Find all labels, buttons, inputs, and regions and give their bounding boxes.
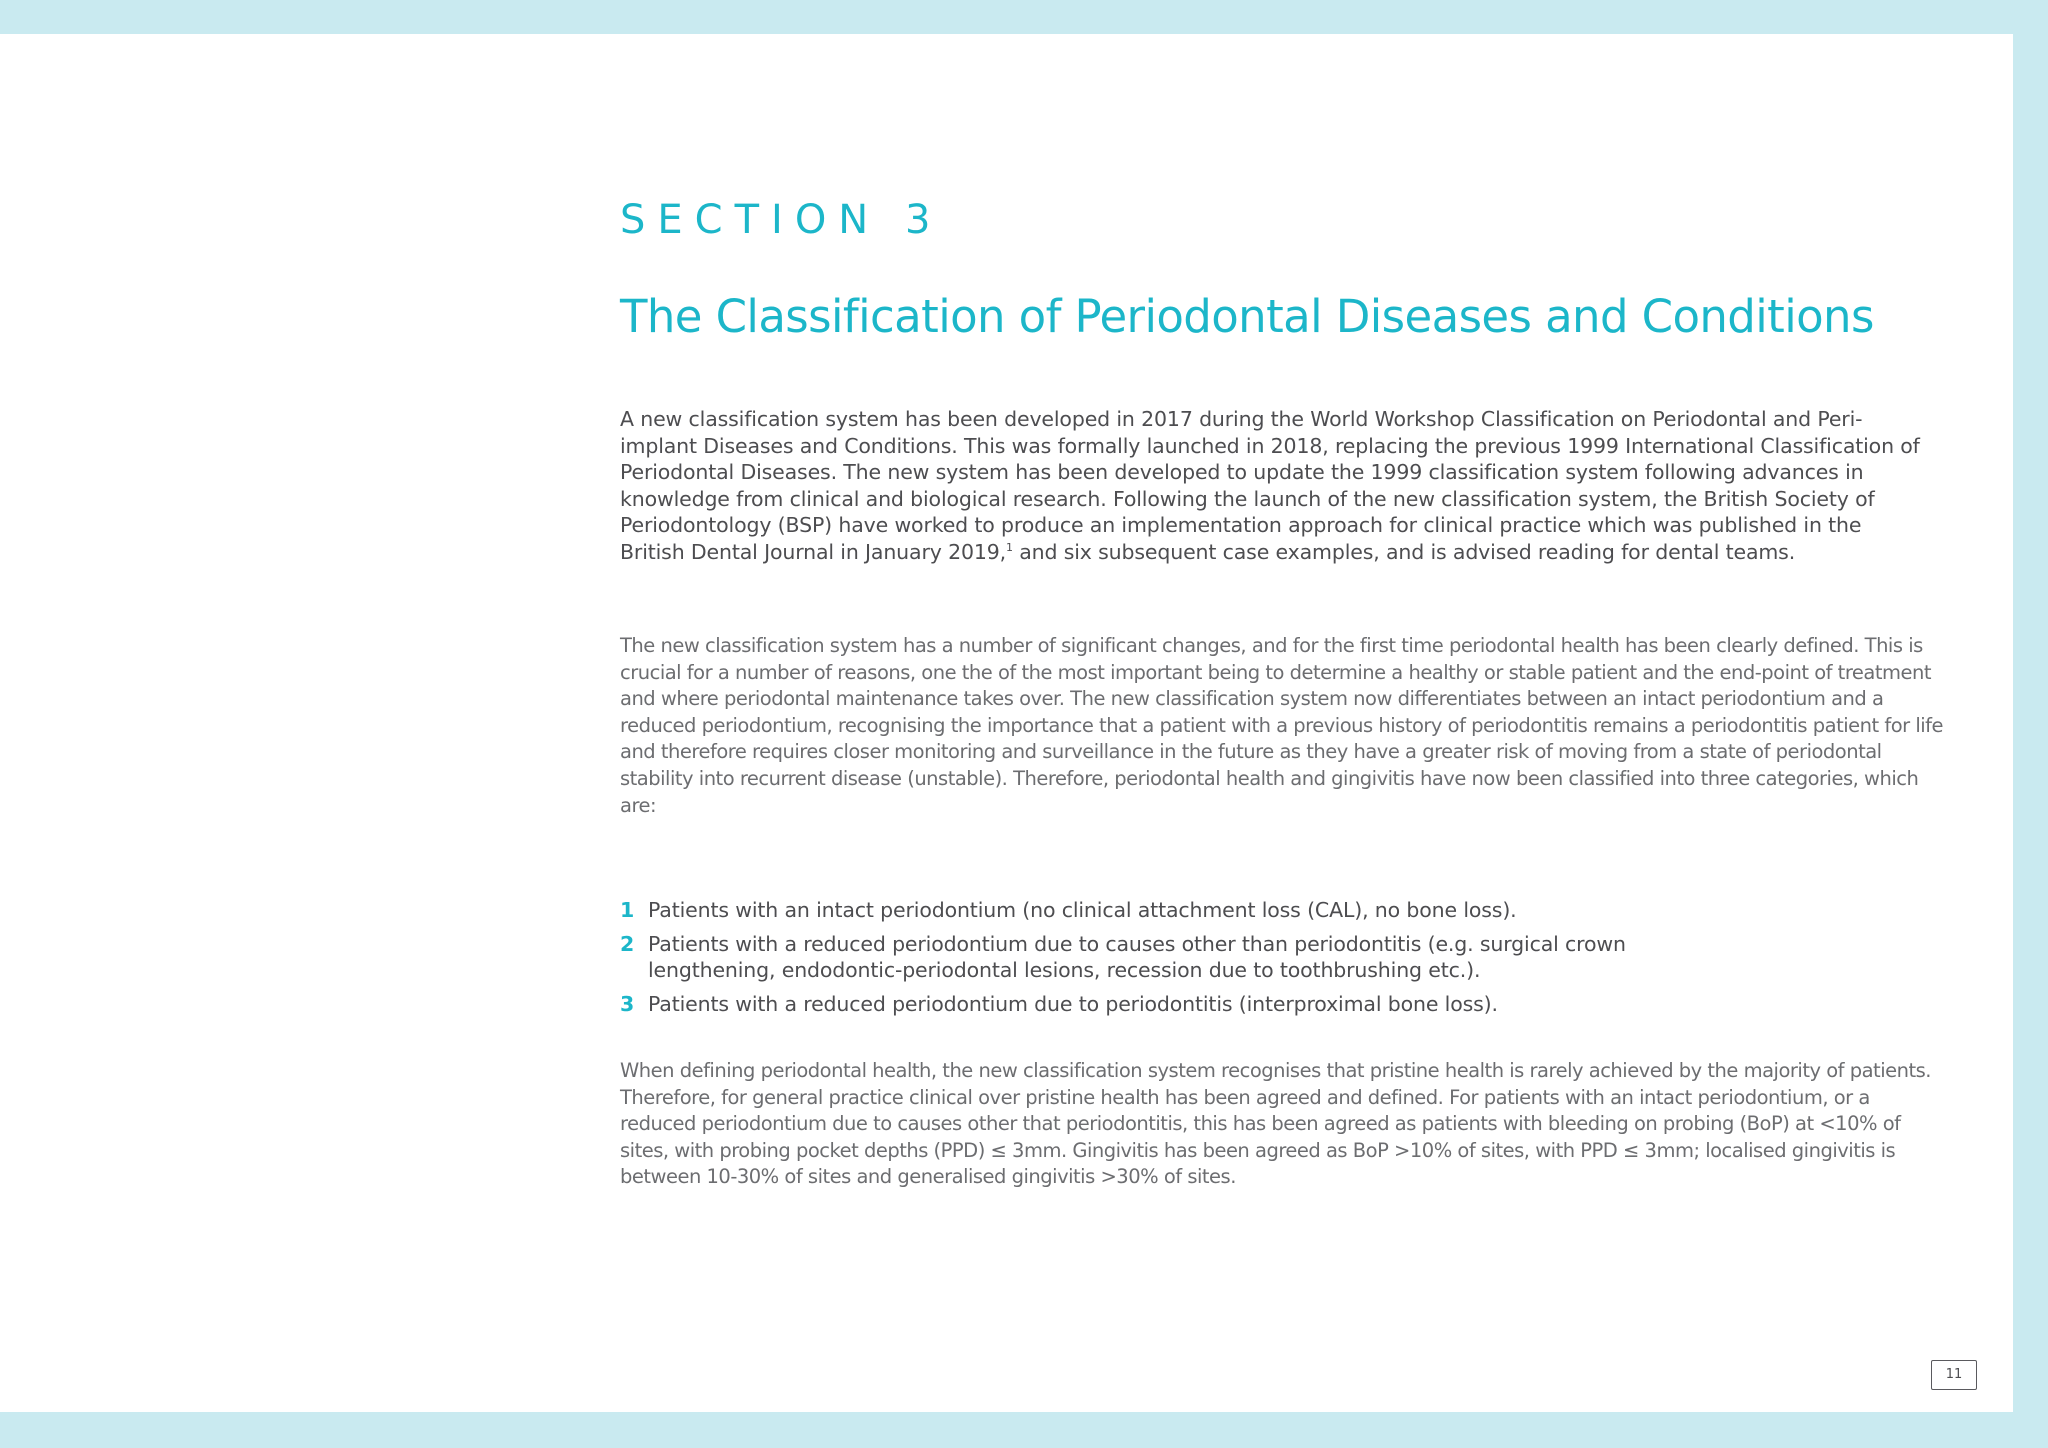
page-title: The Classification of Periodontal Diseases and Conditions: [620, 290, 1874, 343]
list-item-text: Patients with a reduced periodontium due to periodontitis (interproximal bone loss).: [648, 991, 1498, 1016]
list-item: [620, 931, 1950, 984]
intro-text-continued: and six subsequent case examples, and is advised reading for dental teams.: [1012, 539, 1796, 564]
health-criteria-paragraph: When defining periodontal health, the new classification system recognises that pristine health is rarely achieved by the majority of patients. Therefore, for general practice clinical over pristine health has been agreed and defined. For patients with an intact periodontium, or a reduced periodontium due to causes other that periodontitis, this has been agreed as patients with bleeding on probing (BoP) at <10% of sites, with probing pocket depths (PPD) ≤ 3mm. Gingivitis has been agreed as BoP >10% of sites, with PPD ≤ 3mm; localised gingivitis is between 10-30% of sites and generalised gingivitis >30% of sites.: [620, 1059, 1931, 1189]
list-item-text: Patients with an intact periodontium (no clinical attachment loss (CAL), no bone loss).: [648, 898, 1517, 922]
list-item-text: Patients with a reduced periodontium due to causes other than periodontitis (e.g. surgical crown lengthening, endodontic-periodontal lesions, recession due to toothbrushing etc.).: [648, 931, 1626, 983]
list-item: [620, 991, 1950, 1018]
categories-list: [620, 897, 1950, 1024]
list-item: [620, 897, 1950, 924]
section-label: SECTION 3: [620, 197, 943, 243]
page-number-box: 11: [1931, 1360, 1977, 1390]
reference-marker: 1: [1006, 541, 1013, 555]
list-item-number: 3: [620, 991, 635, 1016]
intro-text: A new classification system has been developed in 2017 during the World Workshop Classification on Periodontal and Peri-implant Diseases and Conditions. This was formally launched in 2018, replacing the previous 1999 International Classification of Periodontal Diseases. The new system has been developed to update the 1999 classification system following advances in knowledge from clinical and biological research. Following the launch of the new classification system, the British Society of Periodontology (BSP) have worked to produce an implementation approach for clinical practice which was published in the British Dental Journal in January 2019,: [620, 407, 1920, 564]
health-definition-paragraph: The new classification system has a number of significant changes, and for the first time periodontal health has been clearly defined. This is crucial for a number of reasons, one the of the most important being to determine a healthy or stable patient and the end-point of treatment and where periodontal maintenance takes over. The new classification system now differentiates between an intact periodontium and a reduced periodontium, recognising the importance that a patient with a previous history of periodontitis remains a periodontitis patient for life and therefore requires closer monitoring and surveillance in the future as they have a greater risk of moving from a state of periodontal stability into recurrent disease (unstable). Therefore, periodontal health and gingivitis have now been classified into three categories, which are:: [620, 634, 1944, 817]
list-item-number: 1: [620, 898, 635, 922]
document-page: [0, 34, 2013, 1412]
intro-paragraph: [620, 406, 1930, 566]
list-item-number: 2: [620, 931, 635, 956]
